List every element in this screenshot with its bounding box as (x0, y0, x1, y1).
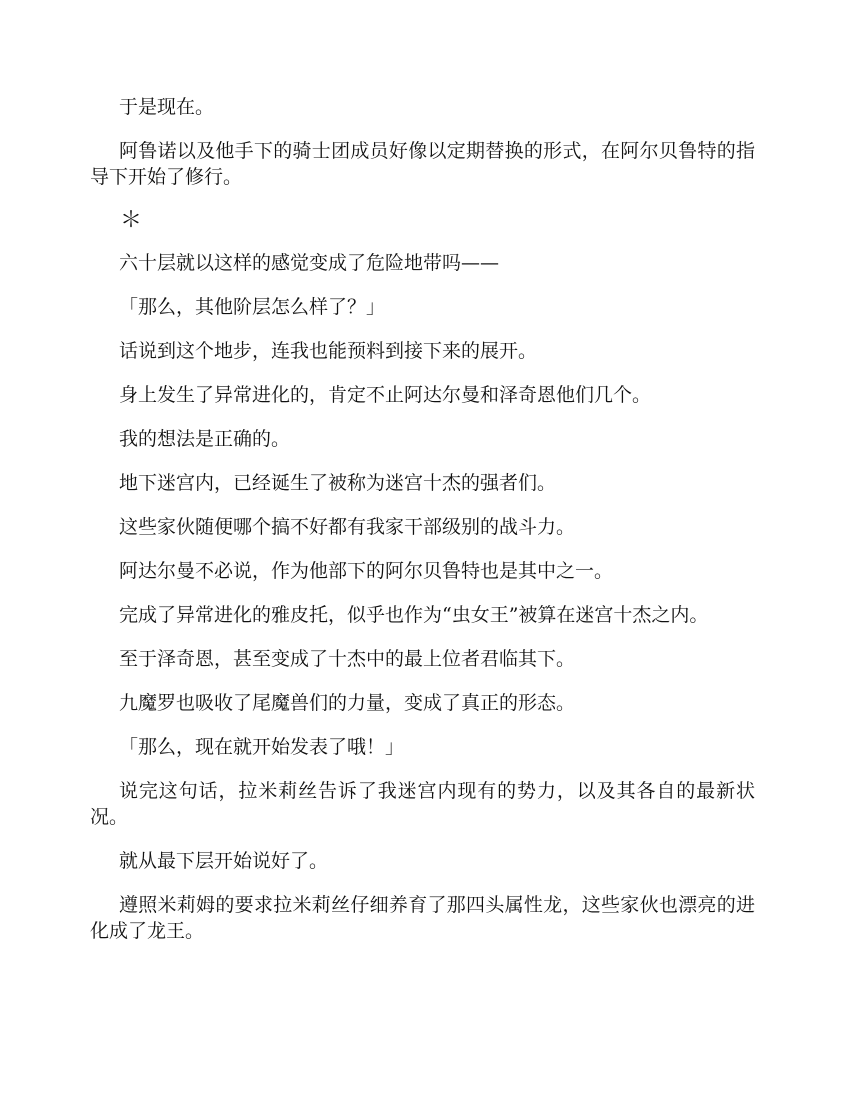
paragraph: 我的想法是正确的。 (119, 428, 291, 450)
dialogue-paragraph: 「那么，现在就开始发表了哦！」 (119, 736, 405, 758)
paragraph: 阿鲁诺以及他手下的骑士团成员好像以定期替换的形式，在阿尔贝鲁特的指导下开始了修行。 (90, 140, 755, 188)
paragraph: 遵照米莉姆的要求拉米莉丝仔细养育了那四头属性龙，这些家伙也漂亮的进化成了龙王。 (90, 894, 755, 942)
paragraph: 至于泽奇恩，甚至变成了十杰中的最上位者君临其下。 (119, 648, 576, 670)
paragraph: 身上发生了异常进化的，肯定不止阿达尔曼和泽奇恩他们几个。 (119, 384, 652, 406)
body-text (90, 94, 755, 962)
scene-break-asterisk: ＊ (120, 208, 143, 233)
paragraph: 六十层就以这样的感觉变成了危险地带吗—— (119, 252, 500, 274)
paragraph: 于是现在。 (119, 96, 215, 118)
dialogue-paragraph: 「那么，其他阶层怎么样了？」 (119, 296, 386, 318)
paragraph: 就从最下层开始说好了。 (119, 850, 329, 872)
paragraph: 九魔罗也吸收了尾魔兽们的力量，变成了真正的形态。 (119, 692, 576, 714)
paragraph: 阿达尔曼不必说，作为他部下的阿尔贝鲁特也是其中之一。 (119, 560, 614, 582)
paragraph: 说完这句话，拉米莉丝告诉了我迷宫内现有的势力，以及其各自的最新状况。 (90, 780, 755, 828)
paragraph: 话说到这个地步，连我也能预料到接下来的展开。 (119, 340, 538, 362)
paragraph: 完成了异常进化的雅皮托，似乎也作为“虫女王”被算在迷宫十杰之内。 (119, 604, 709, 626)
paragraph: 这些家伙随便哪个搞不好都有我家干部级别的战斗力。 (119, 516, 576, 538)
paragraph: 地下迷宫内，已经诞生了被称为迷宫十杰的强者们。 (119, 472, 557, 494)
